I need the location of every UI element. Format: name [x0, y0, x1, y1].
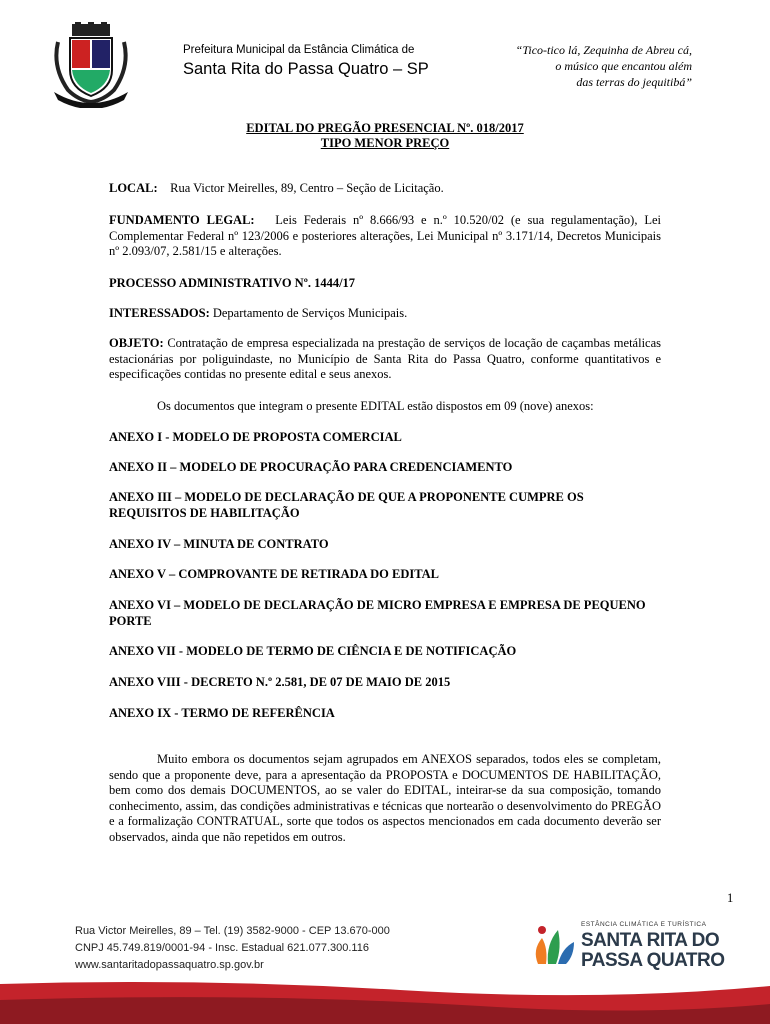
objeto-text: Contratação de empresa especializada na prestação de serviços de locação de caçambas metálicas estacionárias por poliguindaste, no Município de Santa Rita do Passa Quatro, conforme quantitativos e especificações contidas no presente edital e seus anexos. — [109, 336, 661, 381]
edital-title-line2: TIPO MENOR PREÇO — [320, 136, 450, 150]
tourism-logo-line2: PASSA QUATRO — [581, 950, 725, 971]
anexo-item: ANEXO IX - TERMO DE REFERÊNCIA — [109, 706, 335, 720]
tourism-logo-tagline: ESTÂNCIA CLIMÁTICA E TURÍSTICA — [581, 921, 707, 928]
anexo-item: ANEXO III – MODELO DE DECLARAÇÃO DE QUE A PROPONENTE CUMPRE OS REQUISITOS DE HABILITAÇÃO — [109, 490, 584, 520]
fundamento-section — [109, 213, 661, 260]
footer-website[interactable]: www.santaritadopassaquatro.sp.gov.br — [75, 959, 264, 971]
fundamento-label: FUNDAMENTO LEGAL: — [109, 213, 255, 227]
anexo-item: ANEXO VII - MODELO DE TERMO DE CIÊNCIA E DE NOTIFICAÇÃO — [109, 644, 517, 658]
anexo-item: ANEXO IV – MINUTA DE CONTRATO — [109, 537, 329, 551]
local-label: LOCAL: — [109, 181, 158, 195]
tourism-logo-line1: SANTA RITA DO — [581, 930, 720, 951]
edital-title-line1: EDITAL DO PREGÃO PRESENCIAL Nº. 018/2017 — [246, 121, 524, 135]
municipal-coat-of-arms — [50, 22, 132, 108]
processo-section — [109, 276, 661, 292]
interessados-text: Departamento de Serviços Municipais. — [212, 306, 408, 320]
objeto-label: OBJETO: — [109, 336, 164, 350]
anexo-item: ANEXO VIII - DECRETO N.º 2.581, DE 07 DE MAIO DE 2015 — [109, 675, 451, 689]
footer-contact — [75, 923, 390, 974]
tourism-logo — [528, 918, 728, 974]
interessados-label: INTERESSADOS: — [109, 306, 210, 320]
objeto-section — [109, 336, 661, 383]
quote-line: das terras do jequitibá” — [576, 75, 692, 89]
local-section — [109, 181, 661, 197]
edital-title — [0, 121, 770, 151]
footer-wave-decoration — [0, 978, 770, 1024]
anexo-item: ANEXO I - MODELO DE PROPOSTA COMERCIAL — [109, 430, 402, 444]
documentos-intro-text: Os documentos que integram o presente EDITAL estão dispostos em 09 (nove) anexos: — [157, 399, 594, 413]
interessados-section — [109, 306, 661, 322]
anexo-item: ANEXO VI – MODELO DE DECLARAÇÃO DE MICRO EMPRESA E EMPRESA DE PEQUENO PORTE — [109, 598, 646, 628]
closing-paragraph: Muito embora os documentos sejam agrupados em ANEXOS separados, todos eles se completam, sendo que a proponente deve, para a apresentação da PROPOSTA e DOCUMENTOS DE HABILITAÇÃO, bem como dos demais DOCUMENTOS, ao se valer do EDITAL, inteirar-se da sua composição, tomando conhecimento, assim, das condições administrativas e técnicas que nortearão o desenvolvimento do PREGÃO e a formalização CONTRATUAL, sorte que todos os aspectos mencionados em cada documento deverão ser observados, ainda que não repetidos em outros. — [109, 752, 661, 844]
local-text: Rua Victor Meirelles, 89, Centro – Seção de Licitação. — [170, 181, 444, 195]
footer-cnpj: CNPJ 45.749.819/0001-94 - Insc. Estadual 621.077.300.116 — [75, 942, 369, 954]
quote-line: o músico que encantou além — [555, 59, 692, 73]
tourism-logo-mark-icon — [528, 920, 578, 970]
closing-section — [109, 752, 661, 845]
processo-label: PROCESSO ADMINISTRATIVO Nº. 1444/17 — [109, 276, 356, 290]
footer-address: Rua Victor Meirelles, 89 – Tel. (19) 3582-9000 - CEP 13.670-000 — [75, 925, 390, 937]
header-quote — [432, 42, 692, 90]
quote-line: “Tico-tico lá, Zequinha de Abreu cá, — [515, 43, 692, 57]
header-title: Santa Rita do Passa Quatro – SP — [183, 60, 429, 78]
page-number: 1 — [727, 891, 734, 905]
fundamento-text: Leis Federais nº 8.666/93 e n.º 10.520/02 (e sua regulamentação), Lei Complementar Federal nº 123/2006 e posteriores alterações, Lei Municipal nº 3.171/14, Decretos Municipais nº 2.093/07, 2.581/15 e alterações. — [109, 213, 662, 258]
header-subtitle: Prefeitura Municipal da Estância Climática de — [183, 44, 415, 56]
anexo-item: ANEXO V – COMPROVANTE DE RETIRADA DO EDITAL — [109, 567, 440, 581]
documentos-intro — [109, 399, 661, 415]
anexo-item: ANEXO II – MODELO DE PROCURAÇÃO PARA CREDENCIAMENTO — [109, 460, 513, 474]
